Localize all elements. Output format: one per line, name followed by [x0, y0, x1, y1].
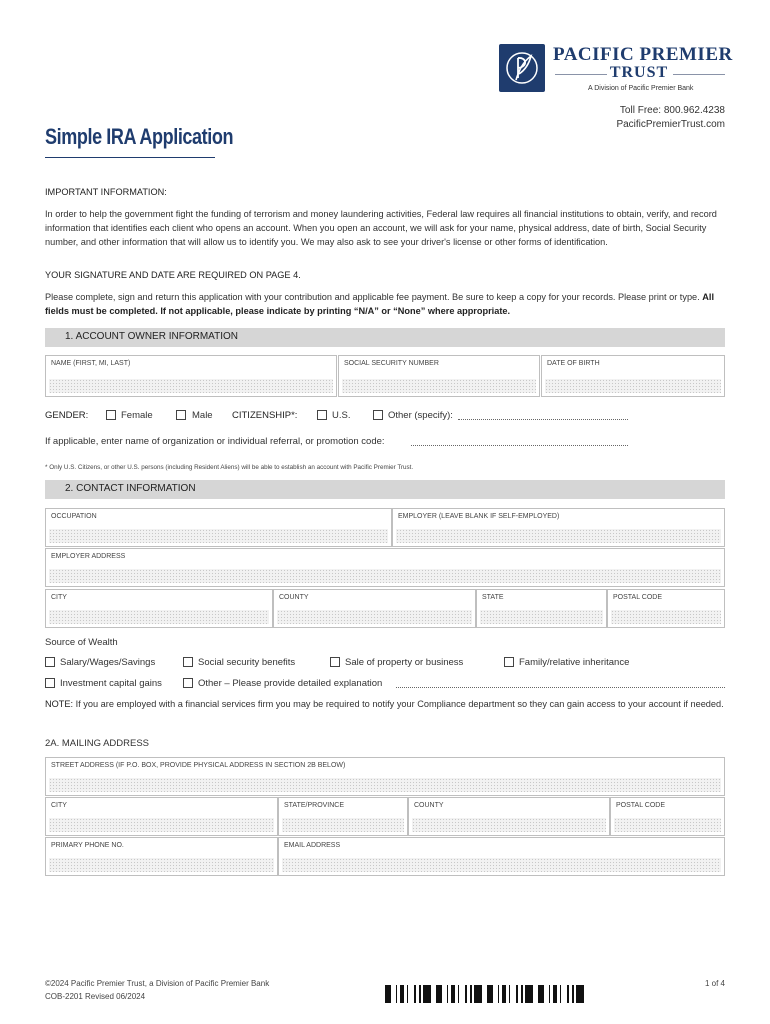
barcode-bar — [530, 985, 533, 1003]
state-label: STATE — [482, 594, 504, 601]
occupation-input[interactable] — [49, 529, 388, 543]
barcode-bar — [388, 985, 391, 1003]
other-citizenship-input[interactable] — [458, 410, 628, 420]
barcode-bar — [451, 985, 454, 1003]
property-checkbox[interactable] — [330, 657, 340, 667]
website-link[interactable]: PacificPremierTrust.com — [616, 119, 725, 130]
city-label: CITY — [51, 594, 67, 601]
barcode-bar — [556, 985, 557, 1003]
other-wealth-input[interactable] — [396, 678, 725, 688]
brand-subname: TRUST — [609, 64, 669, 81]
barcode-bar — [479, 985, 482, 1003]
other-citizenship-checkbox[interactable] — [373, 410, 383, 420]
section-1-header: 1. ACCOUNT OWNER INFORMATION — [45, 328, 725, 347]
ssn-label: SOCIAL SECURITY NUMBER — [344, 360, 439, 367]
street-address-input[interactable] — [49, 778, 721, 792]
barcode-bar — [474, 985, 477, 1003]
important-heading: IMPORTANT INFORMATION: — [45, 187, 167, 197]
city-input[interactable] — [49, 610, 269, 624]
street-address-label: STREET ADDRESS (IF P.O. BOX, PROVIDE PHYSICAL ADDRESS IN SECTION 2B BELOW) — [51, 762, 346, 769]
wealth-heading: Source of Wealth — [45, 637, 118, 648]
barcode-bar — [436, 985, 439, 1003]
social-security-checkbox[interactable] — [183, 657, 193, 667]
barcode-bar — [490, 985, 493, 1003]
barcode-bar — [400, 985, 403, 1003]
barcode-bar — [579, 985, 581, 1003]
footer-left — [45, 977, 269, 1003]
employer-field[interactable] — [392, 508, 725, 547]
citizenship-label: CITIZENSHIP*: — [232, 410, 298, 421]
phone-input[interactable] — [49, 858, 274, 872]
gender-label: GENDER: — [45, 410, 89, 421]
barcode-bar — [525, 985, 528, 1003]
mailing-city-field[interactable] — [45, 797, 278, 836]
name-field[interactable] — [45, 355, 337, 397]
barcode-bar — [426, 985, 428, 1003]
female-checkbox[interactable] — [106, 410, 116, 420]
barcode-bar — [423, 985, 426, 1003]
barcode-bar — [407, 985, 408, 1003]
barcode-bar — [581, 985, 584, 1003]
employer-label: EMPLOYER (LEAVE BLANK IF SELF-EMPLOYED) — [398, 513, 560, 520]
note-label: NOTE: — [45, 699, 74, 709]
barcode-bar — [477, 985, 479, 1003]
female-label: Female — [121, 410, 153, 421]
mailing-county-label: COUNTY — [414, 802, 444, 809]
logo-mark — [499, 44, 545, 92]
quill-logo-icon — [499, 44, 545, 92]
barcode-bar — [549, 985, 550, 1003]
email-field[interactable] — [278, 837, 725, 876]
name-input[interactable] — [49, 379, 333, 393]
brand-tagline: A Division of Pacific Premier Bank — [588, 85, 694, 92]
county-field[interactable] — [273, 589, 476, 628]
barcode — [385, 985, 585, 1003]
copyright: ©2024 Pacific Premier Trust, a Division of Pacific Premier Bank — [45, 979, 270, 988]
barcode-bar — [560, 985, 561, 1003]
barcode-bar — [403, 985, 404, 1003]
brand-name: PACIFIC PREMIER — [553, 44, 733, 65]
dob-input[interactable] — [545, 379, 721, 393]
name-label: NAME (FIRST, MI, LAST) — [51, 360, 131, 367]
other-wealth-checkbox[interactable] — [183, 678, 193, 688]
state-province-label: STATE/PROVINCE — [284, 802, 345, 809]
barcode-bar — [567, 985, 569, 1003]
city-field[interactable] — [45, 589, 273, 628]
employer-address-input[interactable] — [49, 569, 721, 583]
barcode-bar — [458, 985, 459, 1003]
employer-input[interactable] — [396, 529, 721, 543]
state-province-field[interactable] — [278, 797, 408, 836]
salary-label: Salary/Wages/Savings — [60, 657, 156, 668]
brand-rule — [673, 74, 725, 75]
mailing-address-heading: 2A. MAILING ADDRESS — [45, 738, 150, 749]
toll-free: Toll Free: 800.962.4238 — [619, 105, 725, 116]
mailing-postal-label: POSTAL CODE — [616, 802, 666, 809]
barcode-bar — [572, 985, 574, 1003]
barcode-bar — [470, 985, 472, 1003]
mailing-county-field[interactable] — [408, 797, 610, 836]
barcode-bar — [553, 985, 556, 1003]
county-input[interactable] — [277, 610, 472, 624]
investment-checkbox[interactable] — [45, 678, 55, 688]
barcode-bar — [502, 985, 505, 1003]
employer-address-label: EMPLOYER ADDRESS — [51, 553, 126, 560]
mailing-postal-field[interactable] — [610, 797, 725, 836]
important-paragraph: In order to help the government fight the funding of terrorism and money laundering activities, Federal law requires all financial institutions to obtain, verify, and record information that identifies each client who opens an account. When you open an account, we will ask for your name, physical address, date of birth, Social Security number, and other information that will allow us to identify you. We may also ask to see your driver's license or other forms of identification. — [45, 209, 717, 247]
phone-label: PRIMARY PHONE NO. — [51, 842, 124, 849]
investment-label: Investment capital gains — [60, 678, 162, 689]
postal-code-label: POSTAL CODE — [613, 594, 663, 601]
mailing-county-input[interactable] — [412, 818, 606, 832]
referral-label: If applicable, enter name of organization or individual referral, or promotion code: — [45, 436, 385, 447]
us-label: U.S. — [332, 410, 351, 421]
state-input[interactable] — [480, 610, 603, 624]
family-label: Family/relative inheritance — [519, 657, 630, 668]
mailing-postal-input[interactable] — [614, 818, 721, 832]
barcode-bar — [528, 985, 530, 1003]
state-field[interactable] — [476, 589, 607, 628]
form-id: COB-2201 Revised 06/2024 — [45, 992, 146, 1001]
page-title: Simple IRA Application — [45, 124, 234, 149]
county-label: COUNTY — [279, 594, 309, 601]
mailing-city-input[interactable] — [49, 818, 274, 832]
employer-address-field[interactable] — [45, 548, 725, 587]
barcode-bar — [419, 985, 421, 1003]
note-text: If you are employed with a financial services firm you may be required to notify your Compliance department so they can gain access to your account if needed. — [73, 699, 724, 709]
section-2-header: 2. CONTACT INFORMATION — [45, 480, 725, 499]
street-address-field[interactable] — [45, 757, 725, 796]
male-label: Male — [192, 410, 213, 421]
male-checkbox[interactable] — [176, 410, 186, 420]
referral-input[interactable] — [411, 436, 628, 446]
title-underline — [45, 157, 215, 158]
postal-code-input[interactable] — [611, 610, 721, 624]
family-checkbox[interactable] — [504, 657, 514, 667]
barcode-bar — [385, 985, 388, 1003]
dob-label: DATE OF BIRTH — [547, 360, 600, 367]
barcode-bar — [576, 985, 579, 1003]
state-province-input[interactable] — [282, 818, 404, 832]
mailing-city-label: CITY — [51, 802, 67, 809]
barcode-graphic — [385, 985, 585, 1003]
barcode-bar — [516, 985, 518, 1003]
salary-checkbox[interactable] — [45, 657, 55, 667]
other-wealth-label: Other – Please provide detailed explanation — [198, 678, 383, 689]
barcode-bar — [505, 985, 506, 1003]
barcode-bar — [454, 985, 455, 1003]
occupation-field[interactable] — [45, 508, 392, 547]
barcode-bar — [414, 985, 416, 1003]
instructions-emphasis: All fields must be completed. If not applicable, please indicate by printing “N/A” or “None” where appropriate. — [45, 292, 715, 316]
barcode-bar — [521, 985, 523, 1003]
other-citizenship-label: Other (specify): — [388, 410, 453, 421]
property-label: Sale of property or business — [345, 657, 464, 668]
instructions — [45, 290, 727, 318]
ssn-field[interactable] — [338, 355, 540, 397]
barcode-bar — [428, 985, 431, 1003]
signature-note: YOUR SIGNATURE AND DATE ARE REQUIRED ON PAGE 4. — [45, 270, 301, 280]
barcode-bar — [509, 985, 510, 1003]
contact-block — [616, 104, 725, 132]
phone-field[interactable] — [45, 837, 278, 876]
us-checkbox[interactable] — [317, 410, 327, 420]
barcode-bar — [396, 985, 397, 1003]
occupation-label: OCCUPATION — [51, 513, 97, 520]
barcode-bar — [447, 985, 448, 1003]
ssn-input[interactable] — [342, 379, 536, 393]
social-security-label: Social security benefits — [198, 657, 296, 668]
barcode-bar — [439, 985, 442, 1003]
dob-field[interactable] — [541, 355, 725, 397]
postal-code-field[interactable] — [607, 589, 725, 628]
email-label: EMAIL ADDRESS — [284, 842, 341, 849]
barcode-bar — [541, 985, 544, 1003]
citizenship-footnote: * Only U.S. Citizens, or other U.S. persons (including Resident Aliens) will be able to establish an account with Pacific Premier Trust. — [45, 464, 414, 471]
barcode-bar — [498, 985, 499, 1003]
page-number: 1 of 4 — [704, 979, 725, 988]
barcode-bar — [538, 985, 541, 1003]
barcode-bar — [487, 985, 490, 1003]
instructions-text: Please complete, sign and return this application with your contribution and applicable fee payment. Be sure to keep a copy for your records. Please print or type. — [45, 292, 703, 302]
barcode-bar — [465, 985, 467, 1003]
employment-note — [45, 697, 727, 711]
email-input[interactable] — [282, 858, 721, 872]
